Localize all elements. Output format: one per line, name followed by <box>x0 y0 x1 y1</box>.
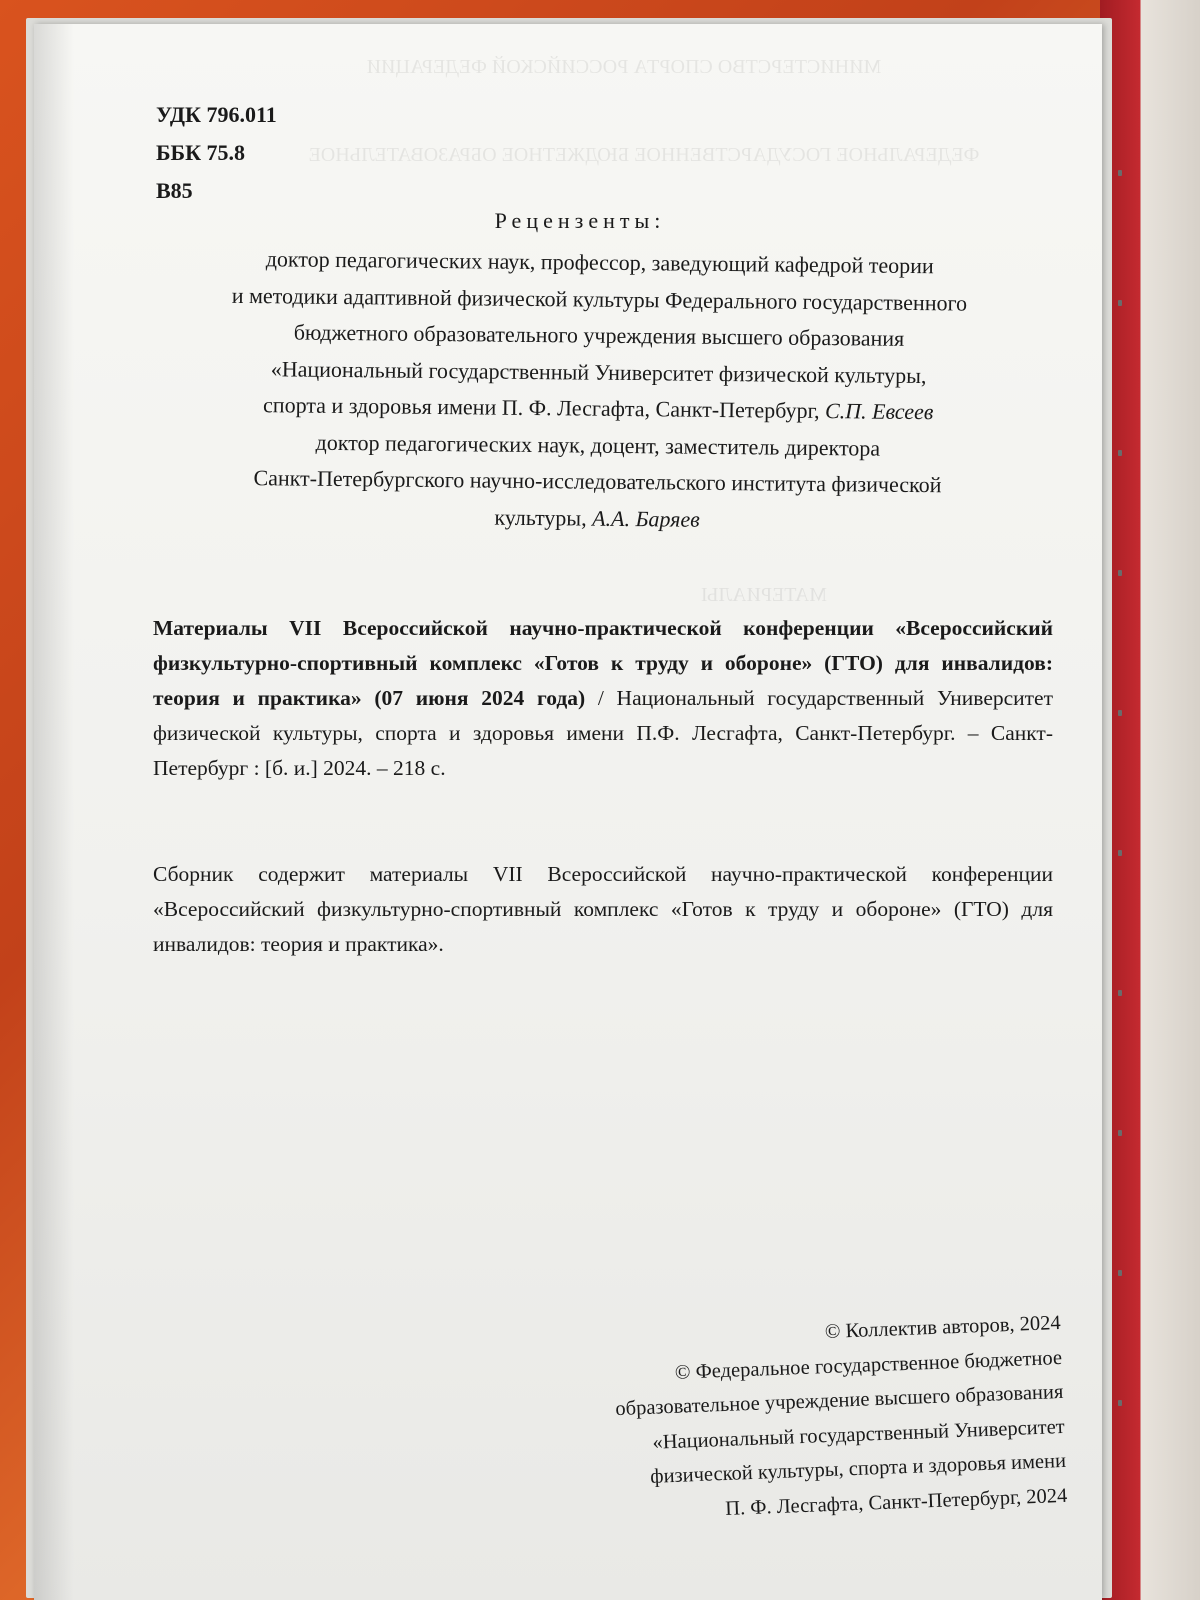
reviewer2-line: Санкт-Петербургского научно-исследовательского института физической <box>253 465 942 498</box>
reviewers-block <box>147 240 1050 541</box>
reviewer2-name: А.А. Баряев <box>592 505 700 532</box>
reviewer2-line: доктор педагогических наук, доцент, заместитель директора <box>315 429 881 461</box>
copyright-block <box>490 1306 1068 1535</box>
bleed-through-text: ФЕДЕРАЛЬНОЕ ГОСУДАРСТВЕННОЕ БЮДЖЕТНОЕ ОБРАЗОВАТЕЛЬНОЕ <box>308 144 980 166</box>
book-cover-edge <box>1100 0 1200 1600</box>
copyright-line: © Федеральное государственное бюджетное <box>674 1346 1063 1384</box>
reviewer1-line: «Национальный государственный Университет физической культуры, <box>270 355 927 388</box>
bbk-index: ББК 75.8 <box>156 140 246 165</box>
book-page <box>34 24 1102 1600</box>
collection-summary: Сборник содержит материалы VII Всероссийской научно-практической конференции «Всероссийский физкультурно-спортивный комплекс «Готов к труду и обороне» (ГТО) для инвалидов: теория и практика». <box>153 862 1053 956</box>
reviewers-heading: Рецензенты: <box>494 208 666 233</box>
copyright-line: физической культуры, спорта и здоровья имени <box>649 1449 1067 1488</box>
citation-title: Материалы VII Всероссийской научно-практической конференции «Всероссийский физкультурно-спортивный комплекс «Готов к труду и обороне» (ГТО) для инвалидов: теория и практика» (07 июня 2024 года) <box>153 616 1053 710</box>
bibliographic-citation <box>153 611 1053 786</box>
copyright-line: «Национальный государственный Университет <box>652 1415 1066 1454</box>
reviewer1-line: и методики адаптивной физической культуры Федерального государственного <box>231 282 968 316</box>
classification-indexes <box>156 96 277 210</box>
udk-index: УДК 796.011 <box>156 102 277 127</box>
reviewer1-line: спорта и здоровья имени П. Ф. Лесгафта, Санкт-Петербург, <box>262 392 820 424</box>
reviewer1-line: бюджетного образовательного учреждения высшего образования <box>293 319 905 351</box>
author-mark: В85 <box>156 178 193 203</box>
copyright-line: П. Ф. Лесгафта, Санкт-Петербург, 2024 <box>724 1484 1068 1520</box>
page-gutter-shadow <box>34 24 74 1600</box>
reviewer1-line: доктор педагогических наук, профессор, заведующий кафедрой теории <box>265 246 934 279</box>
reviewer2-line: культуры, <box>494 504 587 531</box>
bleed-through-text: МИНИСТЕРСТВО СПОРТА РОССИЙСКОЙ ФЕДЕРАЦИИ <box>366 56 882 78</box>
copyright-line: © Коллектив авторов, 2024 <box>824 1311 1062 1344</box>
binding-stitches <box>1118 150 1124 1450</box>
reviewer1-name: С.П. Евсеев <box>824 398 934 425</box>
bleed-through-text: МАТЕРИАЛЫ <box>701 584 827 606</box>
copyright-line: образовательное учреждение высшего образования <box>615 1380 1064 1421</box>
citation-publisher: / Национальный государственный Университет физической культуры, спорта и здоровья имени П.Ф. Лесгафта, Санкт-Петербург. – Санкт-Петербург : [б. и.] 2024. – 218 с. <box>153 686 1053 780</box>
